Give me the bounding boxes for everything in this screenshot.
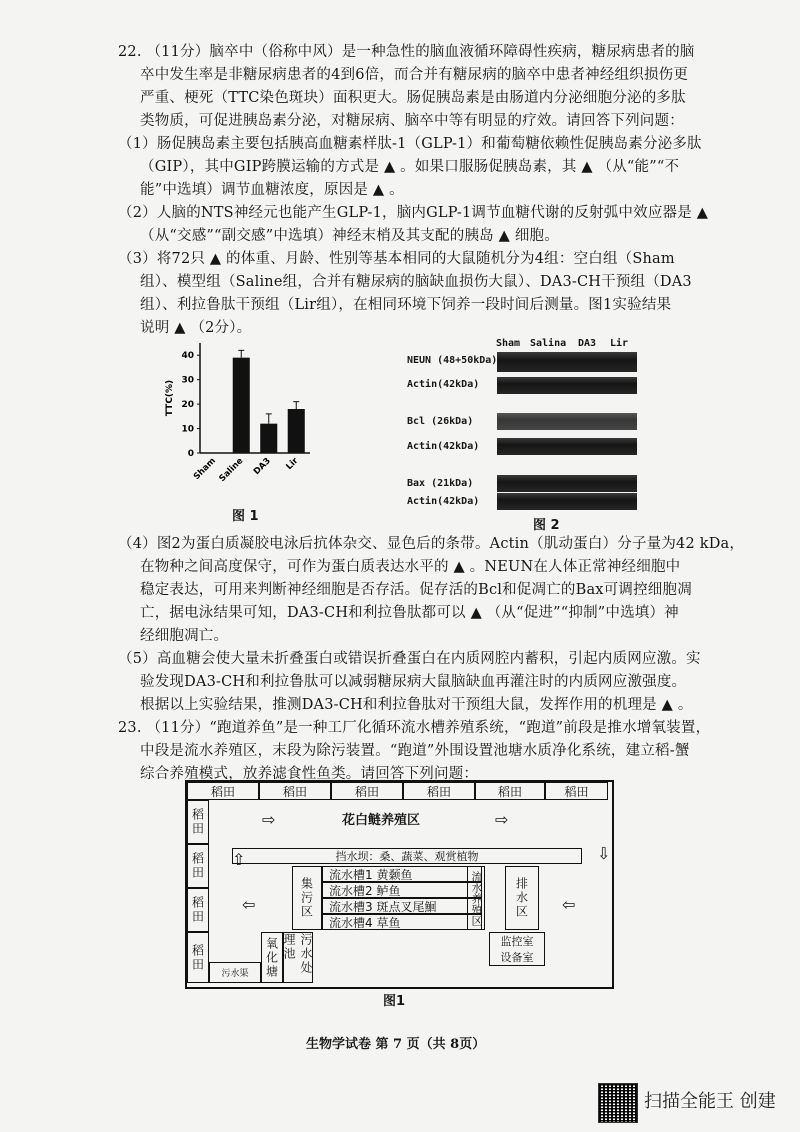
fig1-bar-chart — [160, 335, 320, 495]
fish-farm-diagram — [185, 780, 614, 989]
blot-row-label: Actin(42kDa) — [407, 441, 480, 452]
x-tick-label: Lir — [284, 456, 301, 472]
bar — [288, 409, 305, 453]
lane-label: Salina — [530, 338, 567, 349]
x-tick-label: Sham — [191, 456, 218, 483]
blot-row-label: Bcl (26kDa) — [407, 416, 474, 427]
q22-line-11: 组）、模型组（Saline组，合并有糖尿病的脑缺血损伤大鼠）、DA3-CH干预组（DA3 — [140, 274, 692, 290]
q22-line-21: 根据以上实验结果，推测DA3-CH和利拉鲁肽对干预组大鼠，发挥作用的机理是 ▲ 。 — [140, 697, 693, 713]
flow-tank: 流水槽2 鲈鱼 — [322, 882, 482, 898]
rice-field: 稻田 — [545, 782, 608, 800]
q22-line-15: 在物种之间高度保守，可作为蛋白质表达水平的 ▲ 。NEUN在人体正常神经细胞中 — [140, 559, 681, 575]
q22-line-9: （从“交感”“副交感”中选填）神经末梢及其支配的胰岛 ▲ 细胞。 — [140, 228, 559, 244]
page-footer: 生物学试卷 第 7 页（共 8页） — [306, 1037, 486, 1052]
blot-band-actin-3 — [497, 493, 637, 510]
oxidation-pond: 氧化塘 — [261, 932, 283, 983]
main-area-label: 花白鲢养殖区 — [342, 813, 421, 828]
fig2-western-blot — [400, 338, 650, 518]
q22-line-1: 22. （11分）脑卒中（俗称中风）是一种急性的脑血液循环障碍性疾病，糖尿病患者的脑 — [118, 44, 695, 60]
rice-field: 稻田 — [187, 844, 209, 888]
q22-line-2: 卒中发生率是非糖尿病患者的4到6倍，而合并有糖尿病的脑卒中患者神经组织损伤更 — [140, 67, 689, 83]
q22-line-4: 类物质，可促进胰岛素分泌，对糖尿病、脑卒中等有明显的疗效。请回答下列问题： — [140, 113, 684, 129]
drain-zone: 排水区 — [505, 866, 539, 930]
flow-arrow-down-icon: ⇩ — [597, 844, 611, 863]
rice-field: 稻田 — [187, 800, 209, 844]
q22-line-14: （4）图2为蛋白质凝胶电泳后抗体杂交、显色后的条带。Actin（肌动蛋白）分子量为42 kDa， — [118, 536, 745, 552]
blot-row-label: Actin(42kDa) — [407, 496, 480, 507]
scanner-brand: 扫描全能王 创建 — [644, 1091, 776, 1112]
y-tick-label: 40 — [181, 351, 194, 362]
blot-band-actin-1 — [497, 377, 637, 394]
blot-band-neun — [497, 352, 637, 372]
flow-tank: 流水槽4 草鱼 — [322, 914, 482, 930]
flow-culture-zone: 流水养殖区 — [467, 866, 485, 930]
q22-line-6: （GIP），其中GIP跨膜运输的方式是 ▲ 。如果口服肠促胰岛素，其 ▲ （从“能”“不 — [140, 159, 680, 175]
rice-field: 稻田 — [259, 782, 331, 800]
monitoring-room: 监控室设备室 — [489, 932, 545, 966]
blot-band-actin-2 — [497, 438, 637, 455]
blot-row-label: Actin(42kDa) — [407, 379, 480, 390]
sewage-collection-zone: 集污区 — [292, 866, 322, 930]
blot-band-bcl — [497, 413, 637, 430]
q22-line-10: （3）将72只 ▲ 的体重、月龄、性别等基本相同的大鼠随机分为4组：空白组（Sham — [118, 251, 675, 267]
flow-tank: 流水槽1 黄颡鱼 — [322, 866, 482, 882]
q22-line-13: 说明 ▲ （2分）。 — [140, 320, 252, 336]
y-tick-label: 10 — [181, 424, 194, 435]
q22-line-18: 经细胞凋亡。 — [140, 628, 229, 644]
rice-field: 稻田 — [403, 782, 475, 800]
flow-tank: 流水槽3 斑点叉尾鮰 — [322, 898, 482, 914]
bar — [260, 424, 277, 453]
sewage-ditch: 污水渠 — [209, 962, 261, 983]
fig1-caption: 图 1 — [232, 509, 259, 524]
flow-arrow-right-icon: ⇨ — [495, 810, 509, 829]
y-axis-label: TTC(%) — [165, 379, 175, 417]
sewage-treatment-pool: 污水处理池 — [283, 932, 313, 983]
rice-field: 稻田 — [331, 782, 403, 800]
dam-strip: 挡水坝：桑、蔬菜、观赏植物 — [232, 848, 582, 864]
q22-line-3: 严重、梗死（TTC染色斑块）面积更大。肠促胰岛素是由肠道内分泌细胞分泌的多肽 — [140, 90, 686, 106]
lane-label: Lir — [610, 338, 629, 349]
x-tick-label: DA3 — [251, 456, 273, 477]
blot-band-bax — [497, 475, 637, 492]
bar — [233, 358, 250, 453]
flow-arrow-left-icon: ⇦ — [562, 895, 576, 914]
qr-code-icon — [598, 1083, 638, 1123]
rice-field: 稻田 — [475, 782, 545, 800]
blot-row-label: NEUN (48+50kDa) — [407, 355, 498, 366]
q22-line-19: （5）高血糖会使大量未折叠蛋白或错误折叠蛋白在内质网腔内蓄积，引起内质网应激。实 — [118, 651, 701, 667]
q23-line-2: 中段是流水养殖区，末段为除污装置。“跑道”外围设置池塘水质净化系统，建立稻-蟹 — [140, 743, 690, 759]
y-tick-label: 0 — [187, 449, 194, 459]
q22-line-16: 稳定表达，可用来判断神经细胞是否存活。促存活的Bcl和促凋亡的Bax可调控细胞凋 — [140, 582, 692, 598]
lane-label: Sham — [496, 338, 521, 349]
fig3-caption: 图1 — [383, 994, 406, 1009]
rice-field: 稻田 — [187, 888, 209, 932]
x-tick-label: Saline — [217, 456, 246, 484]
q22-line-12: 组）、利拉鲁肽干预组（Lir组），在相同环境下饲养一段时间后测量。图1实验结果 — [140, 297, 672, 313]
q23-line-1: 23. （11分）“跑道养鱼”是一种工厂化循环流水槽养殖系统，“跑道”前段是推水增氧装置， — [118, 720, 711, 736]
q22-line-17: 亡，据电泳结果可知，DA3-CH和利拉鲁肽都可以 ▲ （从“促进”“抑制”中选填）神 — [140, 605, 679, 621]
blot-row-label: Bax (21kDa) — [407, 478, 474, 489]
q22-line-5: （1）肠促胰岛素主要包括胰高血糖素样肽-1（GLP-1）和葡萄糖依赖性促胰岛素分泌多肽 — [118, 136, 702, 152]
flow-arrow-left-icon: ⇦ — [242, 895, 256, 914]
rice-field: 稻田 — [187, 782, 259, 800]
q22-line-7: 能”中选填）调节血糖浓度，原因是 ▲ 。 — [140, 182, 404, 198]
rice-field: 稻田 — [187, 932, 209, 983]
y-tick-label: 20 — [181, 400, 194, 411]
q23-line-3: 综合养殖模式，放养滤食性鱼类。请回答下列问题： — [140, 766, 479, 782]
flow-arrow-up-icon: ⇧ — [232, 850, 246, 869]
flow-arrow-right-icon: ⇨ — [262, 810, 276, 829]
fig2-caption: 图 2 — [533, 518, 560, 533]
lane-label: DA3 — [578, 338, 597, 349]
y-tick-label: 30 — [181, 375, 194, 386]
q22-line-20: 验发现DA3-CH和利拉鲁肽可以减弱糖尿病大鼠脑缺血再灌注时的内质网应激强度。 — [140, 674, 687, 690]
q22-line-8: （2）人脑的NTS神经元也能产生GLP-1，脑内GLP-1调节血糖代谢的反射弧中效应器是 ▲ — [118, 205, 709, 221]
